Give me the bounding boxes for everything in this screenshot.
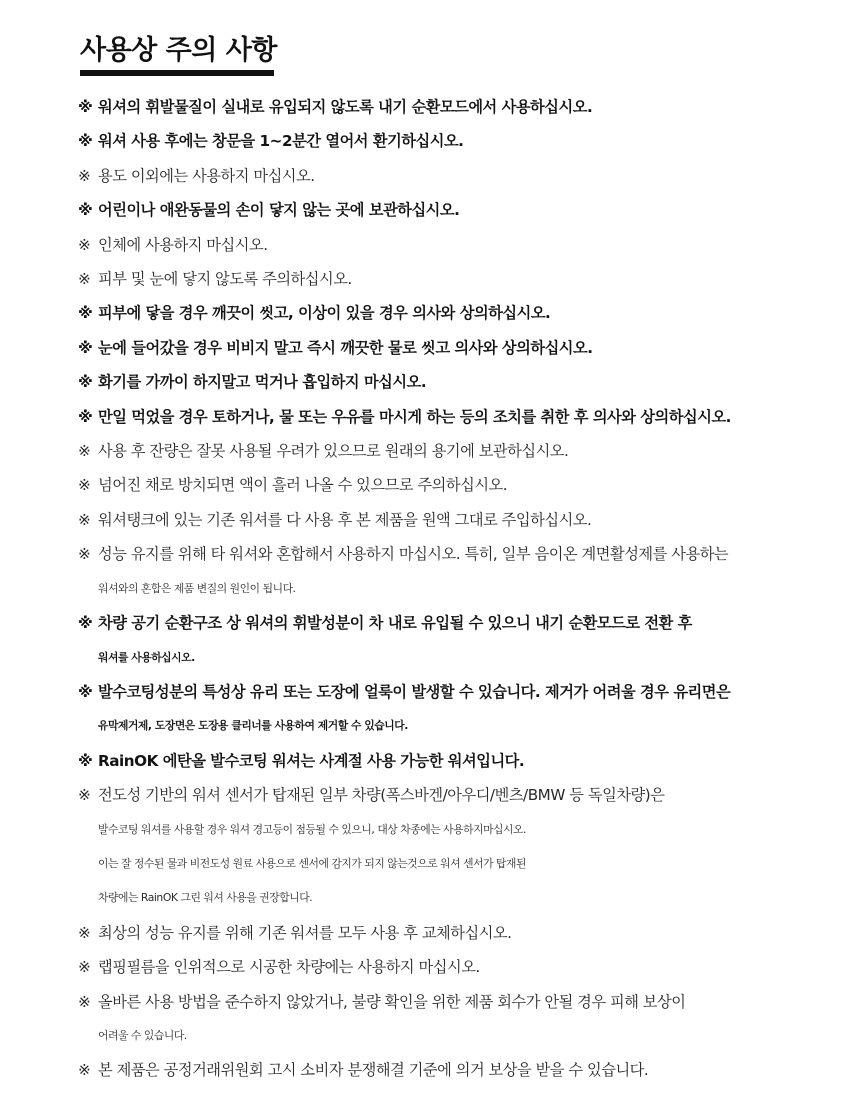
caution-item <box>78 124 818 158</box>
caution-item <box>78 400 818 434</box>
caution-item-text: 화기를 가까이 하지말고 먹거나 흡입하지 마십시오. <box>98 373 427 392</box>
caution-item <box>78 985 818 1054</box>
caution-item-line <box>78 1053 818 1087</box>
reference-mark: ※ <box>78 992 91 1011</box>
reference-mark: ※ <box>78 510 91 529</box>
caution-item-text: 전도성 기반의 워셔 센서가 탑재된 일부 차량(폭스바겐/아우디/벤츠/BMW 등 독일차량)은 <box>98 786 665 805</box>
caution-item-text: 피부에 닿을 경우 깨끗이 씻고, 이상이 있을 경우 의사와 상의하십시오. <box>98 304 551 323</box>
caution-item-text: 본 제품은 공정거래위원회 고시 소비자 분쟁해결 기준에 의거 보상을 받을 수 있습니다. <box>98 1061 649 1080</box>
caution-item <box>78 434 818 468</box>
caution-item-line <box>78 193 818 227</box>
reference-mark: ※ <box>78 270 91 289</box>
reference-mark: ※ <box>78 442 91 461</box>
reference-mark: ※ <box>78 407 93 426</box>
caution-item-line <box>78 847 818 881</box>
caution-item <box>78 468 818 502</box>
caution-item <box>78 1053 818 1087</box>
caution-item-text: 최상의 성능 유지를 위해 기존 워셔를 모두 사용 후 교체하십시오. <box>98 923 512 942</box>
reference-mark: ※ <box>78 682 93 701</box>
caution-item-text: 용도 이외에는 사용하지 마십시오. <box>98 166 315 185</box>
reference-mark: ※ <box>78 201 93 220</box>
reference-mark: ※ <box>78 614 93 633</box>
caution-item-line <box>78 90 818 124</box>
reference-mark: ※ <box>78 786 91 805</box>
caution-item-text: 인체에 사용하지 마십시오. <box>98 235 268 254</box>
caution-item-line <box>78 1019 818 1053</box>
caution-item-line <box>78 916 818 950</box>
caution-item-line <box>78 985 818 1019</box>
caution-item-text: 워셔탱크에 있는 기존 워셔를 다 사용 후 본 제품을 원액 그대로 주입하십시오. <box>98 510 592 529</box>
reference-mark: ※ <box>78 476 91 495</box>
caution-item-text: 워셔 사용 후에는 창문을 1~2분간 열어서 환기하십시오. <box>98 132 464 151</box>
reference-mark: ※ <box>78 1061 91 1080</box>
caution-item <box>78 675 818 744</box>
reference-mark: ※ <box>78 545 91 564</box>
caution-item-text: RainOK 에탄올 발수코팅 워셔는 사계절 사용 가능한 워셔입니다. <box>98 751 525 770</box>
caution-item-text: 피부 및 눈에 닿지 않도록 주의하십시오. <box>98 270 352 289</box>
caution-item-text: 넘어진 채로 방치되면 액이 흘러 나올 수 있으므로 주의하십시오. <box>98 476 508 495</box>
caution-item <box>78 537 818 606</box>
caution-item <box>78 950 818 984</box>
caution-item-line <box>78 503 818 537</box>
caution-item <box>78 262 818 296</box>
caution-item-text: 발수코팅성분의 특성상 유리 또는 도장에 얼룩이 발생할 수 있습니다. 제거가 어려울 경우 유리면은 <box>98 682 731 701</box>
caution-item-text: 워셔의 휘발물질이 실내로 유입되지 않도록 내기 순환모드에서 사용하십시오. <box>98 98 593 116</box>
caution-item <box>78 193 818 227</box>
caution-item-text: 사용 후 잔량은 잘못 사용될 우려가 있으므로 원래의 용기에 보관하십시오. <box>98 442 569 461</box>
caution-item <box>78 916 818 950</box>
caution-item-line <box>78 262 818 296</box>
caution-item-line <box>78 400 818 434</box>
caution-item <box>78 503 818 537</box>
caution-item-line <box>78 365 818 399</box>
caution-item-line <box>78 641 818 675</box>
caution-item <box>78 90 818 124</box>
caution-item-line <box>78 709 818 743</box>
caution-item-line <box>78 331 818 365</box>
page-title: 사용상 주의 사항 <box>80 35 277 66</box>
reference-mark: ※ <box>78 166 91 185</box>
caution-item-text: 발수코팅 워셔를 사용할 경우 워셔 경고등이 점등될 수 있으니, 대상 차종에는 사용하지마십시오. <box>98 822 526 836</box>
caution-item-text: 어려울 수 있습니다. <box>98 1028 187 1042</box>
caution-item-line <box>78 744 818 778</box>
caution-item-text: 어린이나 애완동물의 손이 닿지 않는 곳에 보관하십시오. <box>98 201 460 220</box>
caution-item-line <box>78 124 818 158</box>
caution-item-line <box>78 537 818 571</box>
caution-item-line <box>78 228 818 262</box>
caution-item-line <box>78 881 818 915</box>
caution-item-text: 랩핑필름을 인위적으로 시공한 차량에는 사용하지 마십시오. <box>98 958 480 977</box>
caution-item-text: 유막제거제, 도장면은 도장용 클리너를 사용하여 제거할 수 있습니다. <box>98 719 408 733</box>
caution-item <box>78 778 818 916</box>
reference-mark: ※ <box>78 235 91 254</box>
caution-item-text: 이는 잘 정수된 물과 비전도성 원료 사용으로 센서에 감지가 되지 않는것으로 워셔 센서가 탑재된 <box>98 856 526 870</box>
title-underline <box>80 70 274 76</box>
reference-mark: ※ <box>78 373 93 392</box>
reference-mark: ※ <box>78 923 91 942</box>
caution-item-text: 올바른 사용 방법을 준수하지 않았거나, 불량 확인을 위한 제품 회수가 안될 경우 피해 보상이 <box>98 992 686 1011</box>
caution-item-line <box>78 159 818 193</box>
reference-mark: ※ <box>78 132 93 151</box>
caution-item-line <box>78 606 818 640</box>
reference-mark: ※ <box>78 958 91 977</box>
caution-item-line <box>78 468 818 502</box>
caution-item <box>78 365 818 399</box>
caution-item <box>78 606 818 675</box>
caution-item-line <box>78 296 818 330</box>
caution-item <box>78 159 818 193</box>
caution-item-text: 만일 먹었을 경우 토하거나, 물 또는 우유를 마시게 하는 등의 조치를 취한 후 의사와 상의하십시오. <box>98 407 731 426</box>
caution-item <box>78 331 818 365</box>
caution-item <box>78 228 818 262</box>
caution-item-text: 눈에 들어갔을 경우 비비지 말고 즉시 깨끗한 물로 씻고 의사와 상의하십시오. <box>98 338 593 357</box>
caution-item-text: 워셔를 사용하십시오. <box>98 650 195 664</box>
caution-list <box>78 90 818 1088</box>
caution-item-text: 차량에는 RainOK 그린 워셔 사용을 권장합니다. <box>98 891 313 905</box>
caution-item-line <box>78 434 818 468</box>
reference-mark: ※ <box>78 304 93 323</box>
caution-item-text: 워셔와의 혼합은 제품 변질의 원인이 됩니다. <box>98 581 296 595</box>
caution-item-line <box>78 813 818 847</box>
caution-item-line <box>78 572 818 606</box>
caution-item-line <box>78 675 818 709</box>
caution-item <box>78 296 818 330</box>
reference-mark: ※ <box>78 751 93 770</box>
caution-item <box>78 744 818 778</box>
caution-item-line <box>78 950 818 984</box>
caution-item-text: 성능 유지를 위해 타 워셔와 혼합해서 사용하지 마십시오. 특히, 일부 음이온 계면활성제를 사용하는 <box>98 545 729 564</box>
reference-mark: ※ <box>78 98 93 116</box>
reference-mark: ※ <box>78 338 93 357</box>
caution-item-line <box>78 778 818 812</box>
caution-item-text: 차량 공기 순환구조 상 워셔의 휘발성분이 차 내로 유입될 수 있으니 내기 순환모드로 전환 후 <box>98 614 692 633</box>
